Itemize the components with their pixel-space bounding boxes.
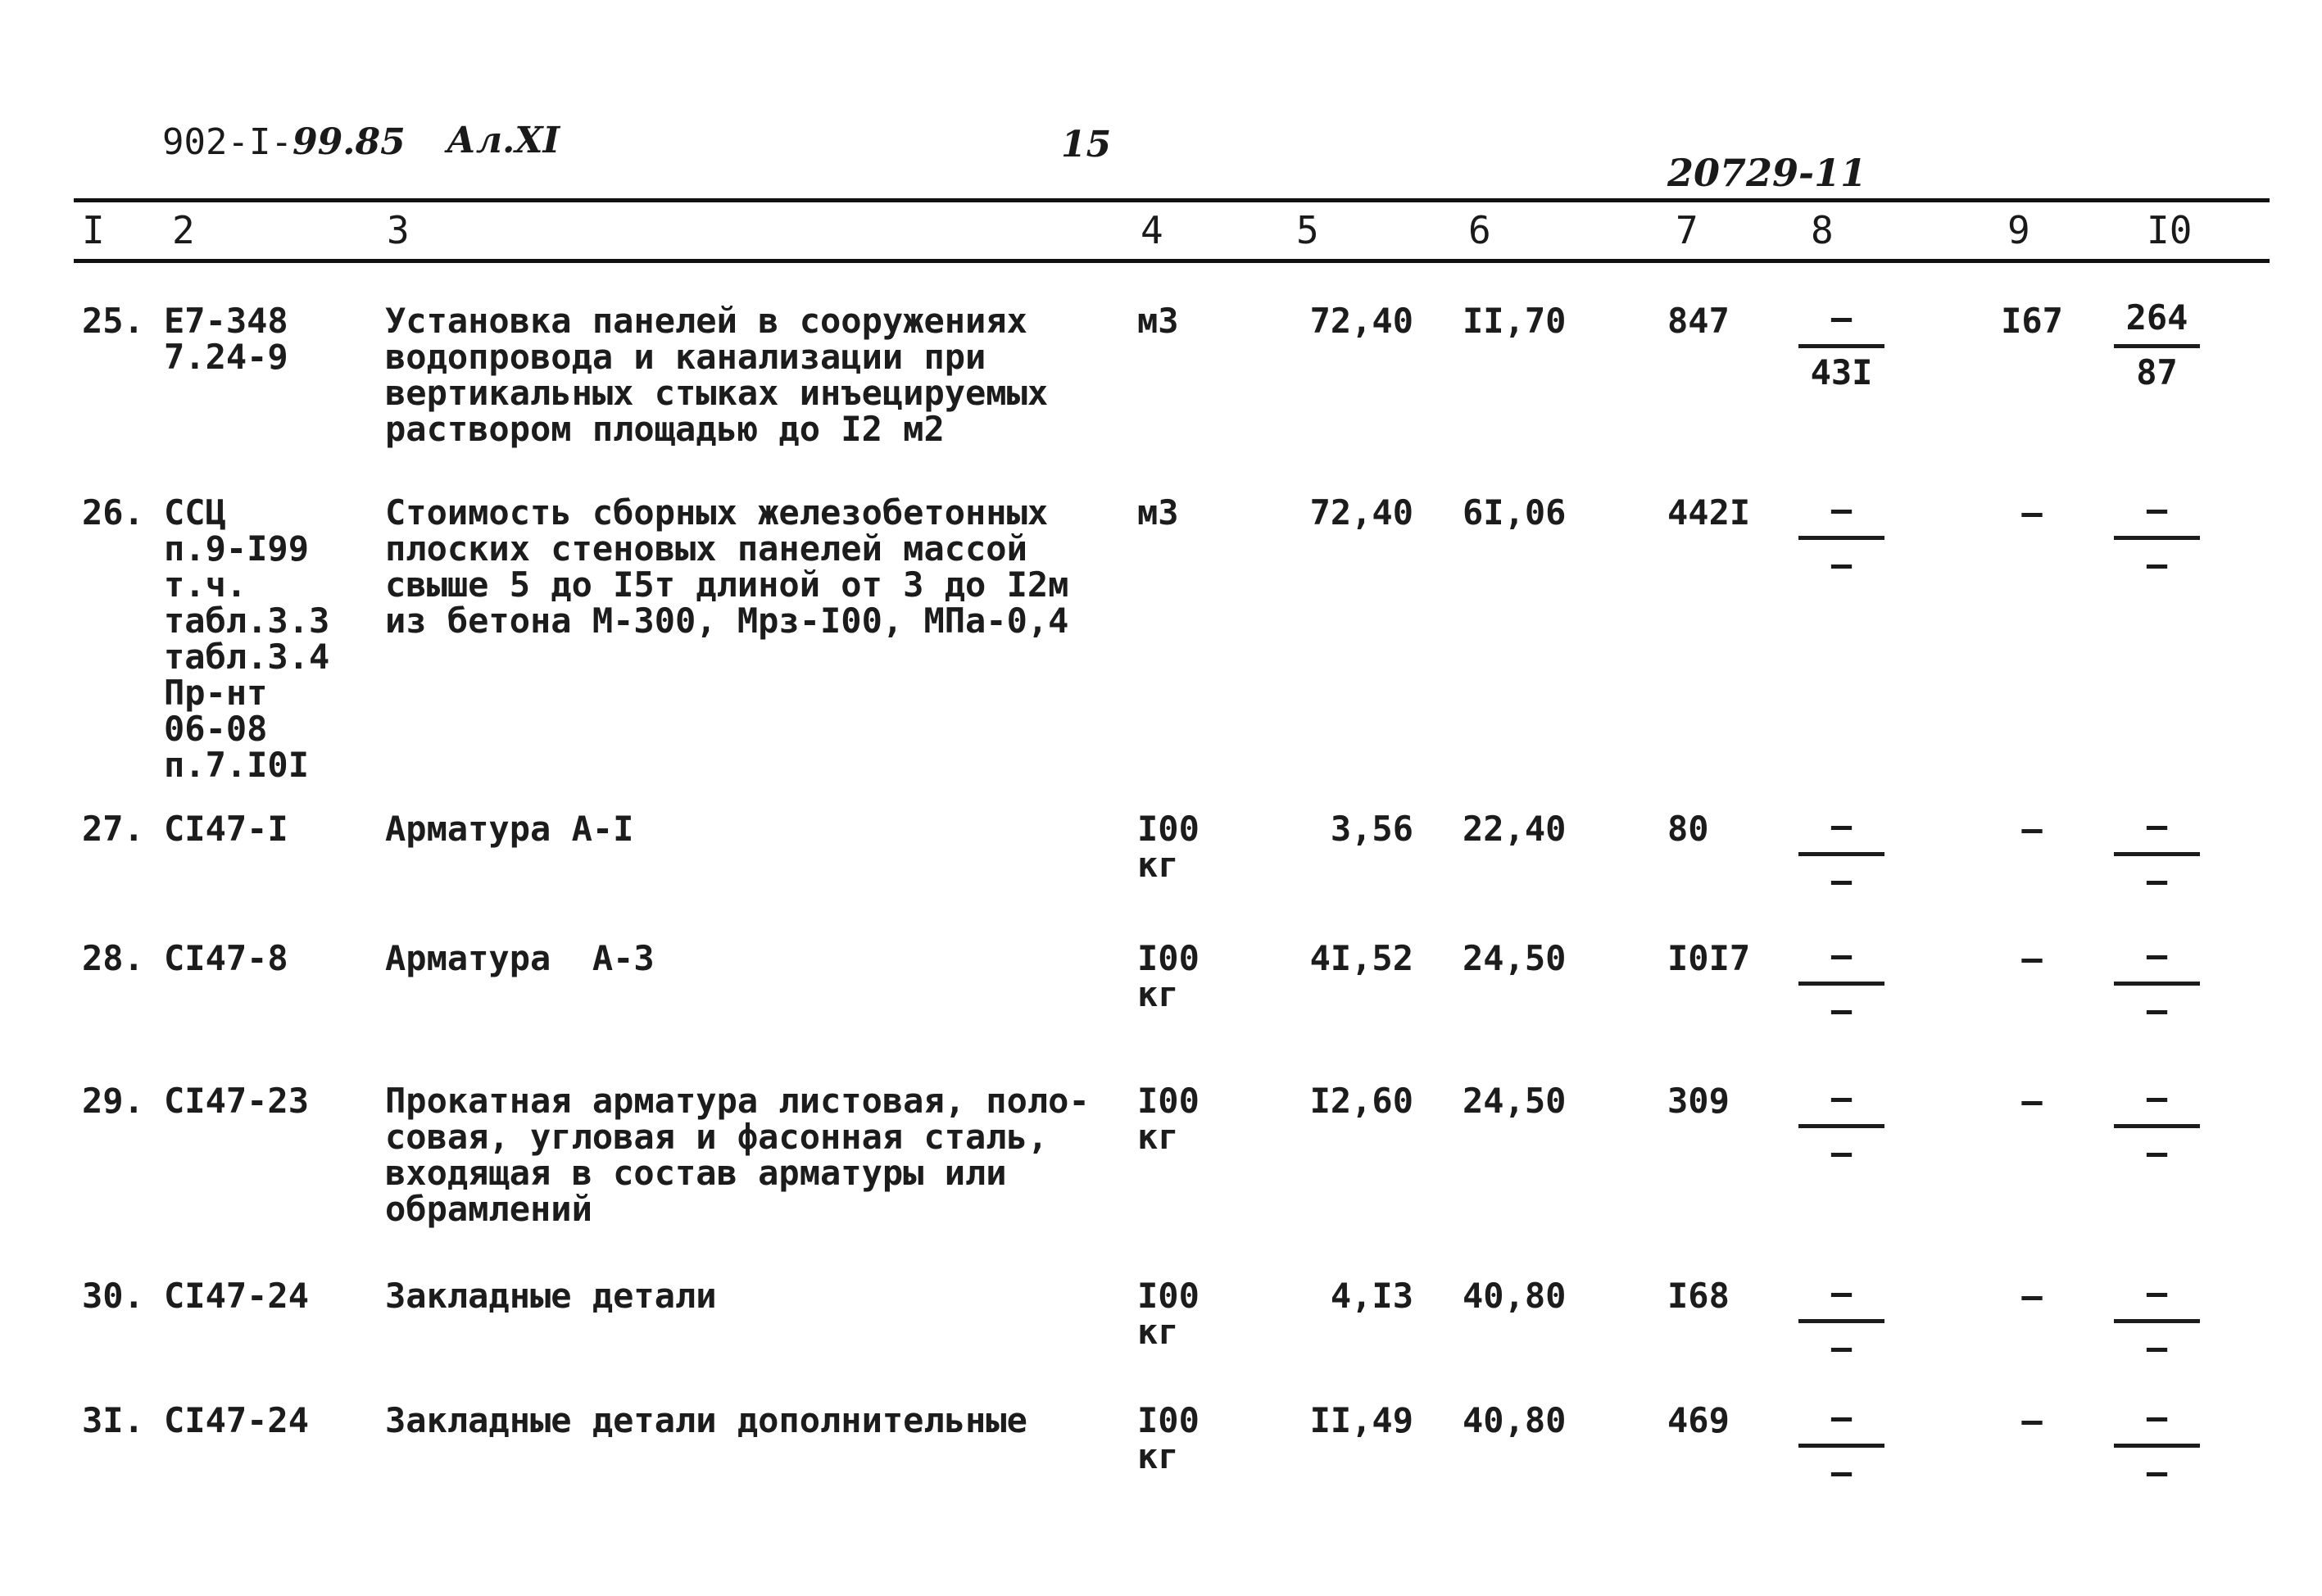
unit-price: 40,80 [1463, 1276, 1567, 1316]
col10-value-denominator: – [2146, 1327, 2168, 1367]
col10-value-fraction-bar [2114, 1444, 2200, 1448]
total-cost: 469 [1667, 1400, 1730, 1440]
unit: I00 кг [1137, 1276, 1200, 1352]
col10-value-denominator: – [2146, 860, 2168, 900]
quantity: 72,40 [1309, 492, 1413, 533]
col8-value-denominator: – [1830, 860, 1853, 900]
col9-value: I67 [2001, 301, 2063, 341]
col10-value-denominator: – [2146, 990, 2168, 1030]
col10-value [2114, 1272, 2200, 1367]
unit: I00 кг [1137, 1081, 1200, 1157]
row-number: 30. [82, 1276, 144, 1316]
col10-value [2114, 1399, 2200, 1490]
total-cost: 80 [1667, 809, 1709, 849]
col9-value: – [2021, 809, 2043, 849]
total-cost: 442I [1667, 492, 1751, 533]
unit-price: 24,50 [1463, 938, 1567, 978]
quantity: 4,I3 [1330, 1276, 1413, 1316]
unit-price: 22,40 [1463, 809, 1567, 849]
col8-value [1798, 489, 1884, 584]
work-description: Закладные детали дополнительные [385, 1400, 1027, 1440]
rate-code: ССЦ п.9-I99 т.ч. табл.3.3 табл.3.4 Пр-нт 06-08 п.7.I0I [164, 492, 330, 785]
quantity: 4I,52 [1309, 938, 1413, 978]
col8-value-fraction-bar [1798, 1124, 1884, 1128]
album-number: Ал.XI [447, 120, 560, 161]
rate-code: СI47-23 [164, 1081, 310, 1121]
sheet-code: 20729-11 [1667, 151, 1867, 195]
col9-value: – [2021, 1400, 2043, 1440]
col8-value-fraction-bar [1798, 1444, 1884, 1448]
col8-value [1798, 297, 1884, 392]
col8-value [1798, 1272, 1884, 1367]
col10-value [2114, 805, 2200, 900]
col8-value-fraction-bar [1798, 536, 1884, 540]
rate-code: Е7-348 7.24-9 [164, 301, 288, 377]
unit: м3 [1137, 301, 1179, 341]
col8-value-fraction-bar [1798, 1319, 1884, 1323]
col8-value [1798, 1399, 1884, 1490]
total-cost: 309 [1667, 1081, 1730, 1121]
row-number: 26. [82, 492, 144, 533]
column-header-5: 5 [1296, 208, 1319, 252]
unit: м3 [1137, 492, 1179, 533]
col8-value-denominator: 43I [1810, 352, 1873, 392]
rate-code: СI47-24 [164, 1400, 310, 1440]
column-header-9: 9 [2007, 208, 2030, 252]
quantity: I2,60 [1309, 1081, 1413, 1121]
col9-value: – [2021, 938, 2043, 978]
unit: I00 кг [1137, 809, 1200, 885]
rate-code: СI47-8 [164, 938, 288, 978]
quantity: 3,56 [1330, 809, 1413, 849]
col10-value-numerator: – [2146, 1272, 2168, 1313]
column-header-8: 8 [1811, 208, 1834, 252]
col10-value-fraction-bar [2114, 344, 2200, 348]
total-cost: I68 [1667, 1276, 1730, 1316]
col8-value-denominator: – [1830, 1132, 1853, 1172]
unit: I00 кг [1137, 1400, 1200, 1476]
column-header-2: 2 [172, 208, 195, 252]
col9-value: – [2021, 492, 2043, 533]
rate-code: СI47-24 [164, 1276, 310, 1316]
doc-code-handwritten: 99.85 [292, 121, 406, 163]
col10-value-denominator: 87 [2136, 352, 2178, 392]
page-number: 15 [1061, 124, 1112, 165]
col8-value-fraction-bar [1798, 344, 1884, 348]
work-description: Закладные детали [385, 1276, 717, 1316]
work-description: Стоимость сборных железобетонных плоских стеновых панелей массой свыше 5 до I5т длиной от 3 до I2м из бетона М-300, Мрз-I00, МПа-0,4 [385, 492, 1069, 641]
col8-value-fraction-bar [1798, 852, 1884, 856]
row-number: 29. [82, 1081, 144, 1121]
unit-price: 24,50 [1463, 1081, 1567, 1121]
unit-price: 6I,06 [1463, 492, 1567, 533]
col8-value-denominator: – [1830, 1452, 1853, 1492]
column-header-6: 6 [1468, 208, 1491, 252]
row-number: 28. [82, 938, 144, 978]
doc-code-printed: 902-I- [162, 121, 293, 163]
col8-value [1798, 1077, 1884, 1172]
work-description: Установка панелей в сооружениях водопровода и канализации при вертикальных стыках инъецируемых раствором площадью до I2 м2 [385, 301, 1049, 449]
unit: I00 кг [1137, 938, 1200, 1014]
work-description: Арматура А-3 [385, 938, 655, 978]
col10-value-denominator: – [2146, 1452, 2168, 1492]
col8-value-numerator: – [1830, 1397, 1853, 1437]
col10-value [2114, 1077, 2200, 1172]
col9-value: – [2021, 1081, 2043, 1121]
col10-value-numerator: – [2146, 805, 2168, 846]
col10-value [2114, 489, 2200, 584]
total-cost: 847 [1667, 301, 1730, 341]
column-header-7: 7 [1676, 208, 1698, 252]
col9-value: – [2021, 1276, 2043, 1316]
col8-value-numerator: – [1830, 297, 1853, 338]
unit-price: 40,80 [1463, 1400, 1567, 1440]
table-top-rule [74, 198, 2270, 202]
col10-value-fraction-bar [2114, 982, 2200, 986]
col10-value-numerator: – [2146, 489, 2168, 529]
col8-value-numerator: – [1830, 935, 1853, 975]
col10-value-fraction-bar [2114, 852, 2200, 856]
column-header-10: I0 [2147, 208, 2193, 252]
quantity: 72,40 [1309, 301, 1413, 341]
row-number: 25. [82, 301, 144, 341]
doc-code [162, 121, 406, 163]
col10-value [2114, 937, 2200, 1028]
column-header-1: I [82, 208, 105, 252]
col8-value-denominator: – [1830, 544, 1853, 584]
col8-value [1798, 805, 1884, 900]
col10-value-denominator: – [2146, 1132, 2168, 1172]
col10-value-fraction-bar [2114, 1319, 2200, 1323]
row-number: 3I. [82, 1400, 144, 1440]
col8-value-numerator: – [1830, 1272, 1853, 1313]
quantity: II,49 [1309, 1400, 1413, 1440]
work-description: Арматура А-I [385, 809, 634, 849]
unit-price: II,70 [1463, 301, 1567, 341]
col10-value-fraction-bar [2114, 536, 2200, 540]
col10-value-numerator: – [2146, 1397, 2168, 1437]
col10-value-denominator: – [2146, 544, 2168, 584]
col10-value-fraction-bar [2114, 1124, 2200, 1128]
total-cost: I0I7 [1667, 938, 1751, 978]
col10-value-numerator: – [2146, 935, 2168, 975]
col8-value-numerator: – [1830, 805, 1853, 846]
col8-value-fraction-bar [1798, 982, 1884, 986]
row-number: 27. [82, 809, 144, 849]
work-description: Прокатная арматура листовая, поло- совая, угловая и фасонная сталь, входящая в состав арматуры или обрамлений [385, 1081, 1090, 1229]
col8-value-numerator: – [1830, 1077, 1853, 1118]
table-header-rule [74, 259, 2270, 263]
column-header-4: 4 [1141, 208, 1163, 252]
col8-value-denominator: – [1830, 990, 1853, 1030]
col8-value-denominator: – [1830, 1327, 1853, 1367]
col10-value [2114, 297, 2200, 392]
rate-code: СI47-I [164, 809, 288, 849]
col10-value-numerator: – [2146, 1077, 2168, 1118]
col8-value [1798, 937, 1884, 1028]
col10-value-numerator: 264 [2125, 297, 2188, 338]
column-header-3: 3 [387, 208, 410, 252]
col8-value-numerator: – [1830, 489, 1853, 529]
